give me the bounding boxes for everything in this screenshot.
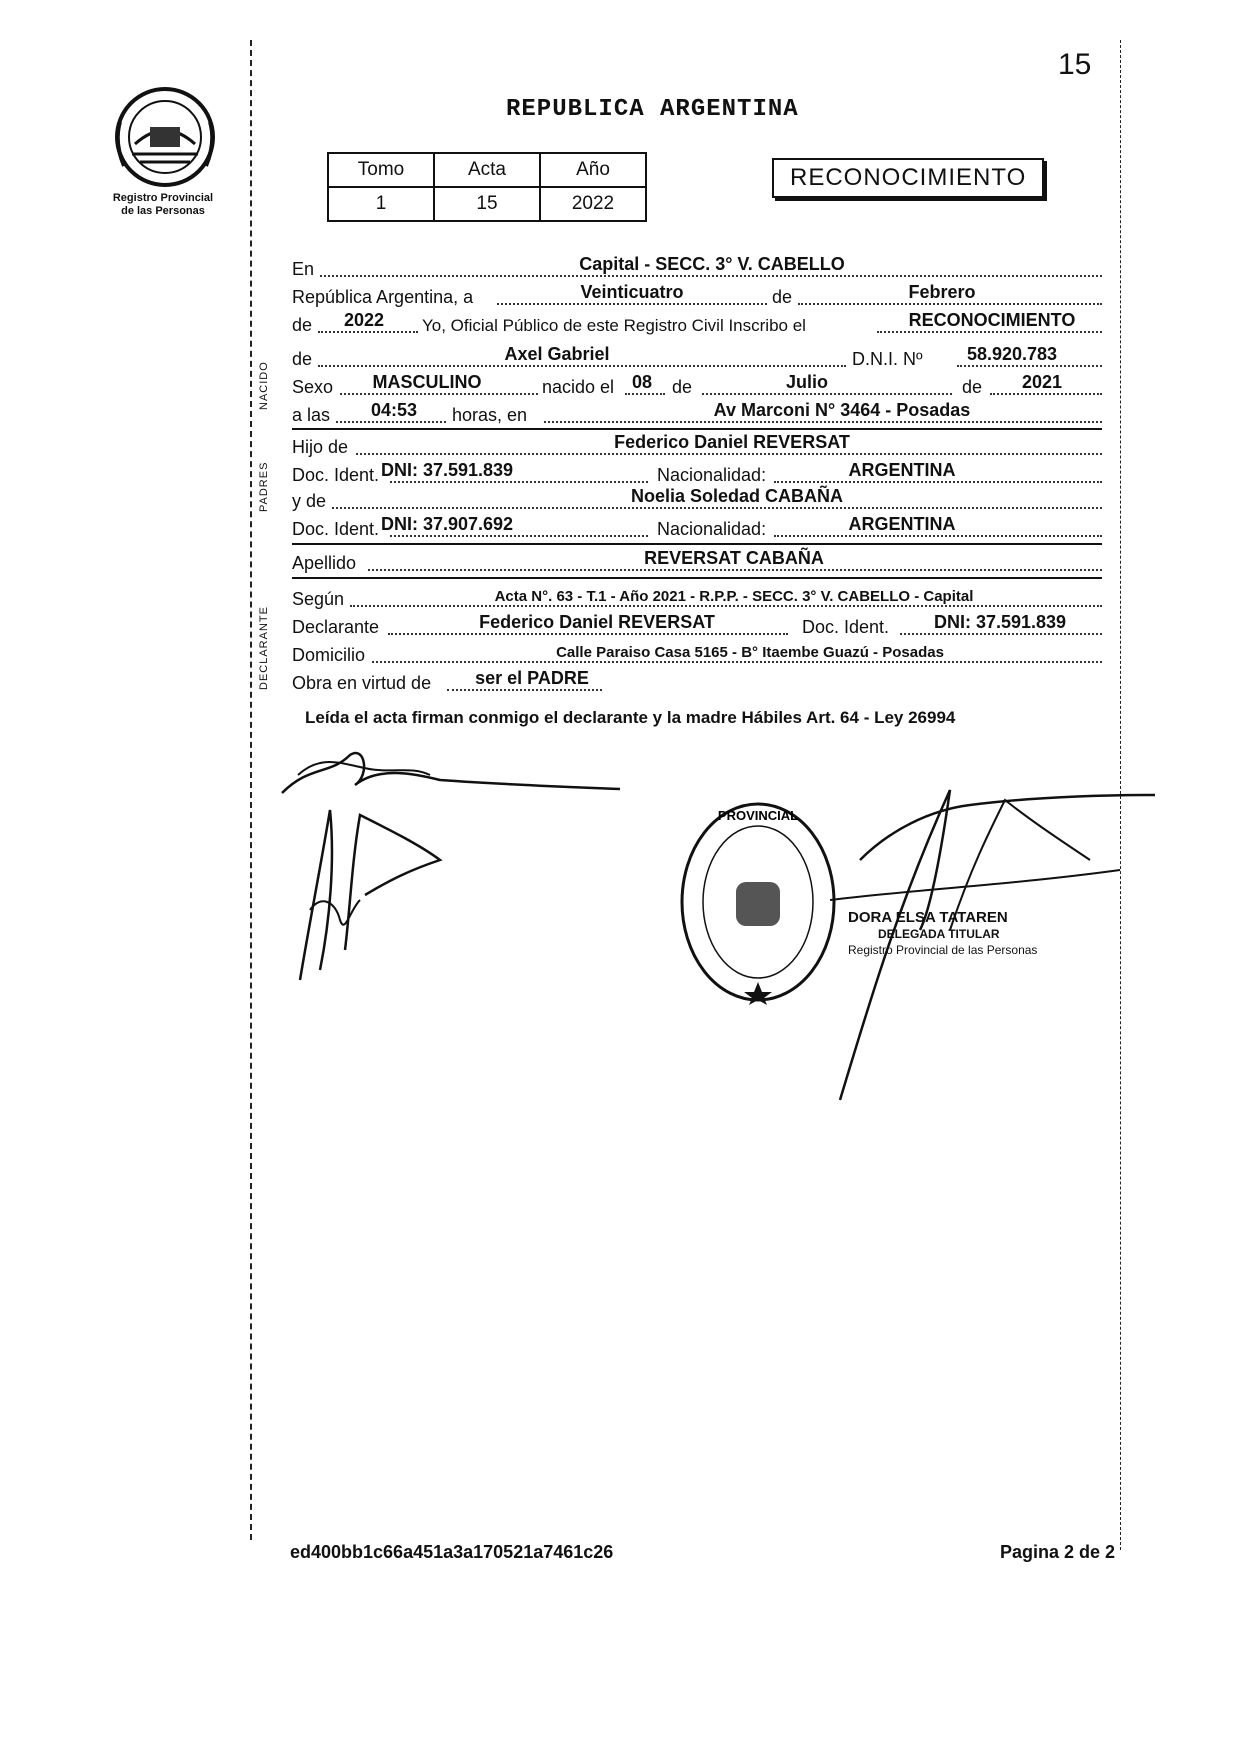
value-declarante-doc: DNI: 37.591.839	[933, 612, 1067, 632]
label-de-mes: de	[672, 377, 693, 397]
label-obra-en-virtud: Obra en virtud de	[292, 673, 432, 693]
row-madre	[292, 484, 1102, 514]
value-nac-mes: Julio	[785, 372, 829, 392]
row-padre	[292, 430, 1102, 460]
label-apellido: Apellido	[292, 553, 357, 573]
record-table	[327, 152, 647, 222]
closing-text: Leída el acta firman conmigo el declarante y la madre Hábiles Art. 64 - Ley 26994	[305, 708, 956, 727]
label-nacionalidad-1: Nacionalidad:	[657, 465, 767, 485]
row-nombre	[292, 342, 1102, 372]
table-header-tomo: Tomo	[328, 153, 434, 187]
seal-stamp-icon	[678, 800, 838, 1005]
official-name: DORA ELSA TATAREN	[848, 909, 1008, 926]
table-value-anio: 2022	[540, 187, 646, 221]
value-madre: Noelia Soledad CABAÑA	[630, 486, 844, 506]
value-padre-nac: ARGENTINA	[848, 460, 956, 480]
row-madre-doc	[292, 512, 1102, 542]
page-number: 15	[1058, 48, 1092, 81]
table-header-anio: Año	[540, 153, 646, 187]
row-apellido	[292, 546, 1102, 576]
label-horas-en: horas, en	[452, 405, 528, 425]
page-indicator: Pagina 2 de 2	[1000, 1542, 1116, 1562]
label-nacionalidad-2: Nacionalidad:	[657, 519, 767, 539]
value-madre-doc: DNI: 37.907.692	[380, 514, 514, 534]
row-lugar	[292, 252, 1102, 282]
label-de-name: de	[292, 349, 313, 369]
value-domicilio: Calle Paraiso Casa 5165 - B° Itaembe Guazú - Posadas	[556, 644, 944, 661]
label-sexo: Sexo	[292, 377, 334, 397]
value-nombre: Axel Gabriel	[504, 344, 610, 364]
official-seal	[678, 800, 838, 1005]
value-madre-nac: ARGENTINA	[848, 514, 956, 534]
section-label-padres: PADRES	[258, 461, 270, 512]
label-republica-a: República Argentina, a	[292, 287, 474, 307]
label-en: En	[292, 259, 315, 279]
label-declarante: Declarante	[292, 617, 380, 637]
official-title: DELEGADA TITULAR	[878, 927, 1000, 941]
label-de-year: de	[292, 315, 313, 335]
value-apellido: REVERSAT CABAÑA	[644, 548, 824, 568]
provincial-shield-icon	[110, 82, 220, 192]
table-header-acta: Acta	[434, 153, 540, 187]
row-inscripcion	[292, 308, 1102, 338]
label-de-anio: de	[962, 377, 983, 397]
value-mes: Febrero	[908, 282, 976, 302]
label-yo-oficial: Yo, Oficial Público de este Registro Civil Inscribo el	[422, 316, 806, 335]
value-segun: Acta N°. 63 - T.1 - Año 2021 - R.P.P. - SECC. 3° V. CABELLO - Capital	[494, 588, 974, 605]
registry-caption-line1: Registro Provincial	[112, 192, 214, 204]
label-y-de: y de	[292, 491, 327, 511]
official-block	[848, 910, 1037, 958]
label-domicilio: Domicilio	[292, 645, 366, 665]
separator-line-3	[292, 577, 1102, 579]
row-domicilio	[292, 638, 1102, 668]
row-nacimiento	[292, 370, 1102, 400]
row-segun	[292, 582, 1102, 612]
registry-caption-line2: de las Personas	[121, 205, 205, 217]
value-declarante: Federico Daniel REVERSAT	[479, 612, 715, 632]
section-label-nacido: NACIDO	[258, 361, 270, 410]
value-dia: Veinticuatro	[580, 282, 684, 302]
value-dni: 58.920.783	[966, 344, 1058, 364]
svg-text:PROVINCIAL: PROVINCIAL	[717, 808, 799, 823]
row-declarante	[292, 610, 1102, 640]
mother-signature-icon	[290, 800, 490, 990]
official-org: Registro Provincial de las Personas	[848, 943, 1038, 957]
label-dni: D.N.I. Nº	[852, 349, 923, 369]
value-sexo: MASCULINO	[372, 372, 482, 392]
section-label-declarante: DECLARANTE	[258, 606, 270, 690]
value-tipo: RECONOCIMIENTO	[908, 310, 1076, 330]
registry-caption	[88, 192, 238, 218]
label-hijo-de: Hijo de	[292, 437, 349, 457]
registry-logo	[110, 82, 220, 192]
label-a-las: a las	[292, 405, 331, 425]
value-lugar-nac: Av Marconi N° 3464 - Posadas	[713, 400, 971, 420]
label-doc-ident-3: Doc. Ident.	[802, 617, 890, 637]
value-padre: Federico Daniel REVERSAT	[614, 432, 850, 452]
table-value-tomo: 1	[328, 187, 434, 221]
value-anio: 2022	[343, 310, 385, 330]
label-de-month: de	[772, 287, 793, 307]
document-title: REPUBLICA ARGENTINA	[506, 96, 799, 123]
row-fecha	[292, 280, 1102, 310]
label-segun: Según	[292, 589, 345, 609]
value-lugar: Capital - SECC. 3° V. CABELLO	[579, 254, 845, 274]
row-hora-lugar	[292, 398, 1102, 428]
left-margin-line	[250, 40, 252, 1540]
value-nac-dia: 08	[631, 372, 653, 392]
label-doc-ident-1: Doc. Ident.	[292, 465, 380, 485]
label-nacido-el: nacido el	[542, 377, 615, 397]
value-obra: ser el PADRE	[475, 668, 589, 688]
record-type-badge: RECONOCIMIENTO	[772, 158, 1044, 198]
value-padre-doc: DNI: 37.591.839	[380, 460, 514, 480]
document-hash: ed400bb1c66a451a3a170521a7461c26	[290, 1542, 614, 1562]
separator-line-2	[292, 543, 1102, 545]
label-doc-ident-2: Doc. Ident.	[292, 519, 380, 539]
value-hora: 04:53	[370, 400, 418, 420]
row-obra	[292, 666, 1102, 696]
table-value-acta: 15	[434, 187, 540, 221]
value-nac-anio: 2021	[1021, 372, 1063, 392]
